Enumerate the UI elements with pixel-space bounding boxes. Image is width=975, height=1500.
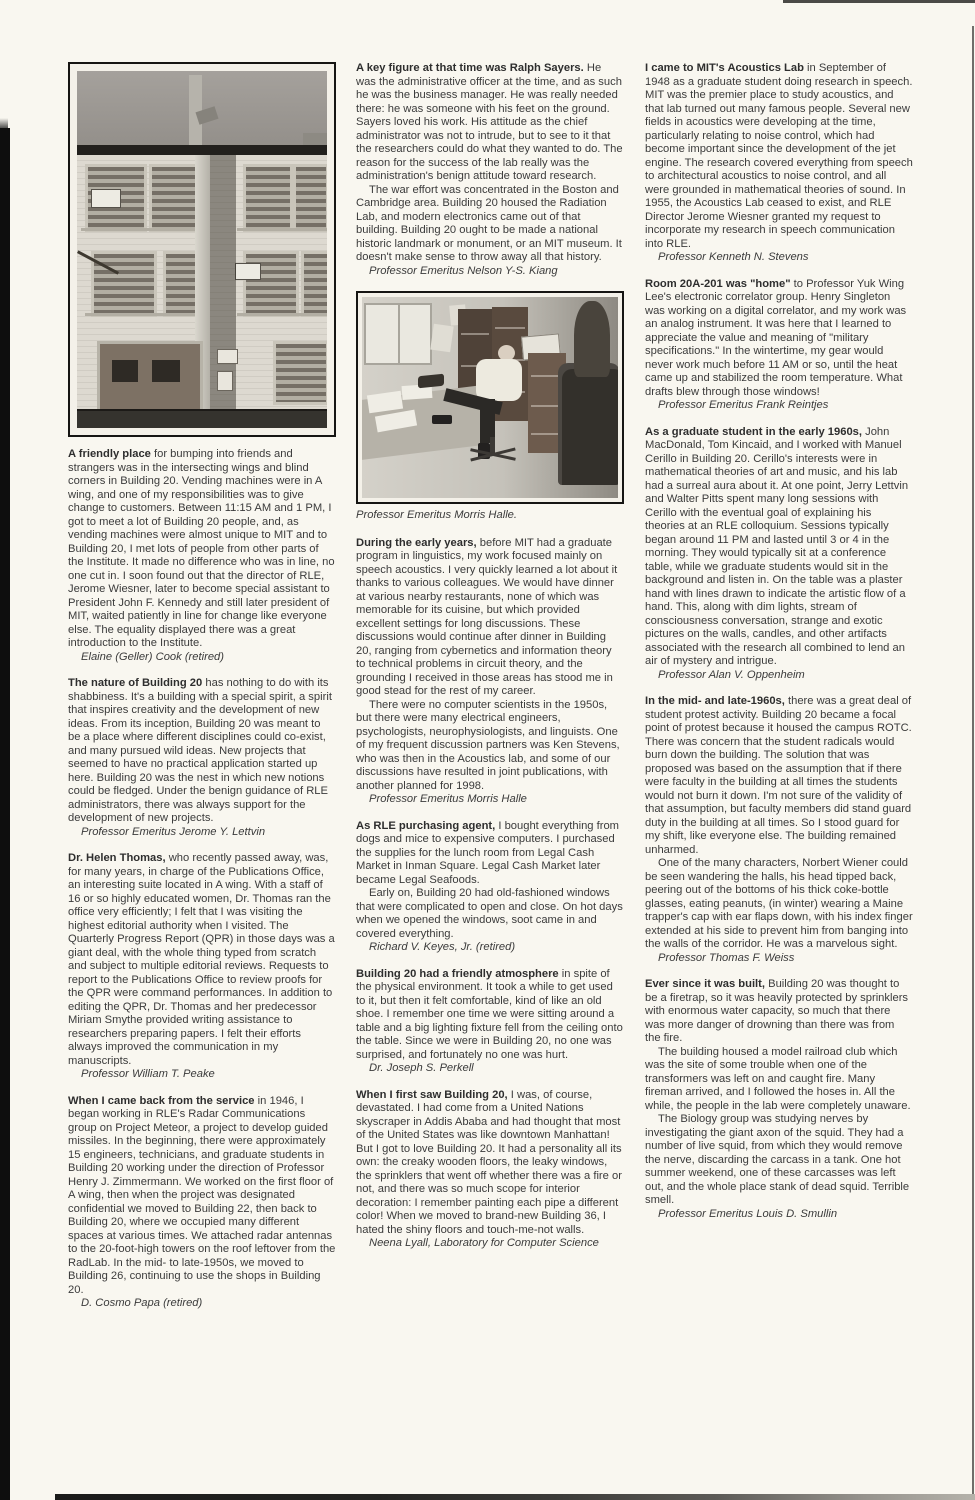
story xyxy=(645,426,913,683)
story-paragraph: When I first saw Building 20, I was, of course, devastated. I had come from a United Nations skyscraper in Addis Ababa and had thought that most of the United States was like downtown Manhattan! But I got to love Building 20. It had a personality all its own: the creaky wooden floors, the leaky windows, the sprinklers that went off whether there was a fire or not, and there was so much scope for interior decoration: I remember painting each pipe a different color! When we moved to brand-new Building 36, I hated the shiny floors and touch-me-not walls. xyxy=(356,1088,622,1236)
story-paragraph: Dr. Helen Thomas, who recently passed away, was, for many years, in charge of the Publications Office, an interesting suite located in A wing. With a staff of 16 or so highly educated women, Dr. Thomas ran the office very efficiently; I felt that I was visiting the highest editorial authority when I visited. The Quarterly Progress Report (QPR) in those days was a giant deal, with the whole thing typed from scratch and subject to multiple editorial reviews. Requests to report to the Publications Office to review proofs for the QPR were command performances. In addition to editing the QPR, Dr. Thomas and her predecessor Miriam Smythe provided writing assistance to researchers preparing papers. I felt their efforts always improved the communication in my manuscripts. xyxy=(68,852,335,1067)
story-lead: The nature of Building 20 xyxy=(68,677,203,689)
story-paragraph: In the mid- and late-1960s, there was a great deal of student protest activity. Building 20 became a focal point of protest because it housed the campus ROTC. There was concern that the student radicals would burn down the building. The solution that was proposed was based on the assumption that if there were faculty in the building at all times the students would not burn it down. I'm not sure of the validity of that assumption, but faculty members did stand guard duty in the building at all times. So I stood guard for my shift, like everyone else. The building remained unharmed. xyxy=(645,695,912,856)
story-signature: Professor Emeritus Nelson Y-S. Kiang xyxy=(369,264,558,277)
story xyxy=(68,448,336,664)
story xyxy=(356,537,624,807)
story-paragraph: The building housed a model railroad club which was the site of some trouble when one of the transformers was left on and caught fire. Many fireman arrived, and I followed the hoses in. All the while, the people in the lab were completely unaware. xyxy=(645,1045,911,1112)
story xyxy=(645,62,913,265)
column-1 xyxy=(68,62,336,1324)
story-paragraph: The war effort was concentrated in the Boston and Cambridge area. Building 20 housed the Radiation Lab, and modern electronics came out of that building. Building 20 ought to be made a national historic landmark or monument, or an MIT museum. It doesn't make sense to throw away all that history. xyxy=(356,183,622,263)
story xyxy=(645,695,913,965)
story-paragraph: Room 20A-201 was "home" to Professor Yuk Wing Lee's electronic correlator group. Henry Singleton was working on a digital correlator, and my work was an analog instrument. It was here that I learned to appreciate the value and meaning of "military specifications." In the wintertime, my gear would never work much before 11 AM or so, until the heat came up and stabilized the room temperature. What drafts blew through those windows! xyxy=(645,277,907,398)
column-3 xyxy=(645,62,913,1234)
story-paragraph: Early on, Building 20 had old-fashioned windows that were complicated to open and close. On hot days when we opened the windows, soot came in and covered everything. xyxy=(356,887,623,940)
story xyxy=(68,1095,336,1311)
story xyxy=(68,852,336,1082)
story-signature: Professor Alan V. Oppenheim xyxy=(658,668,805,681)
story-signature: Professor Emeritus Louis D. Smullin xyxy=(658,1207,838,1220)
story-lead: Dr. Helen Thomas, xyxy=(68,852,166,864)
story-paragraph: A key figure at that time was Ralph Sayers. He was the administrative officer at the time, and as such he was the business manager. He was really needed there: he was someone with his feet on the ground. Sayers loved his work. His attitude as the chief administrator was not to intrude, but to see to it that the researchers could do what they wanted to do. The reason for the success of the lab really was the administration's benign attitude toward research. xyxy=(356,62,623,182)
story-lead: When I first saw Building 20, xyxy=(356,1088,508,1101)
scan-edge-left xyxy=(0,128,10,1500)
story-paragraph: As a graduate student in the early 1960s, John MacDonald, Tom Kincaid, and I worked with Manuel Cerillo in Building 20. Cerillo's interests were in mathematical theories of art and music, and his lab had a surreal aura about it. At one point, Jerry Lettvin and Walter Pitts spent many long sessions with Cerillo with the eventual goal of explaining his theories at an RLE colloquium. Sessions typically began around 11 PM and lasted until 3 or 4 in the morning. They would typically sit at a conference table, while we graduate students would sit in the background and listen in. On the table was a plaster hand with lines drawn to indicate the artistic flow of a hand. This, along with dim lights, stream of consciousness conversation, strange and exotic pictures on the walls, candles, and other artifacts associated with the research all combined to lend an air of mystery and intrigue. xyxy=(645,425,909,667)
story-lead: A friendly place xyxy=(68,448,151,460)
story-paragraph: One of the many characters, Norbert Wiener could be seen wandering the halls, his head tipped back, peering out of the bottoms of his thick coke-bottle glasses, eating peanuts, (in winter) wearing a Maine trapper's cap with ear flaps down, with his index finger extended at his side to prevent him from banging into the walls of the corridor. He was a marvelous sight. xyxy=(645,857,913,950)
story-lead: Room 20A-201 was "home" xyxy=(645,277,791,290)
story-lead: Ever since it was built, xyxy=(645,978,765,990)
story-signature: Neena Lyall, Laboratory for Computer Science xyxy=(369,1237,599,1249)
story-lead: Building 20 had a friendly atmosphere xyxy=(356,967,559,980)
story-signature: Elaine (Geller) Cook (retired) xyxy=(81,650,224,663)
office-scene-illustration xyxy=(362,297,618,498)
photo-caption: Professor Emeritus Morris Halle. xyxy=(356,509,518,521)
morris-halle-office-photo xyxy=(356,291,624,504)
story-lead: During the early years, xyxy=(356,536,477,549)
story-paragraph: Building 20 had a friendly atmosphere in spite of the physical environment. It took a while to get used to it, but then it felt comfortable, kind of like an old shoe. I remember one time we were sitting around a table and a big lighting fixture fell from the ceiling onto the table. Since we were in Building 20, no one was surprised, and fortunately no one was hurt. xyxy=(356,967,623,1061)
story-lead: As RLE purchasing agent, xyxy=(356,819,496,832)
column-2 xyxy=(356,62,624,1264)
story-lead: In the mid- and late-1960s, xyxy=(645,695,785,707)
story-signature: Dr. Joseph S. Perkell xyxy=(369,1062,474,1074)
story xyxy=(356,1089,624,1251)
story-paragraph: A friendly place for bumping into friends and strangers was in the intersecting wings and blind corners in Building 20. Vending machines were in A wing, and one of my responsibilities was to give change to customers. Between 11:15 AM and 1 PM, I got to meet a lot of Building 20 people, and, as vending machines were almost unique to MIT and to Building 20, I met lots of people from other parts of the Institute. It made no difference who was in line, no one cut in. I soon found out that the director of RLE, Jerome Wiesner, later to become special assistant to President John F. Kennedy and still later president of MIT, waited patiently in line for change like everyone else. The equality displayed there was a great introduction to the Institute. xyxy=(68,448,335,649)
scan-edge-bottom xyxy=(55,1494,975,1500)
story-signature: Professor Emeritus Jerome Y. Lettvin xyxy=(81,825,266,838)
scan-edge-right xyxy=(972,26,974,1500)
story-paragraph: I came to MIT's Acoustics Lab in September of 1948 as a graduate student doing research in speech. MIT was the premier place to study acoustics, and that lab turned out many famous people. Several new fields in acoustics were developing at the time, particularly relating to noise control, which had become important since the development of the jet engine. The research covered everything from speech to architectural acoustics to noise control, and all were grounded in mathematical theories of sound. In 1955, the Acoustics Lab ceased to exist, and RLE Director Jerome Wiesner granted my request to incorporate my research in speech communication into RLE. xyxy=(645,62,913,250)
scan-edge-left-tip xyxy=(0,118,8,132)
story-paragraph: There were no computer scientists in the 1950s, but there were many electrical engineers, psychologists, neurophysiologists, and linguists. One of my frequent discussion partners was Ken Stevens, who was then in the Acoustics lab, and some of our discussions have resulted in joint publications, with another planned for 1998. xyxy=(356,698,620,792)
story-paragraph: When I came back from the service in 1946, I began working in RLE's Radar Communications group on Project Meteor, a project to develop guided missiles. In the beginning, there were approximately 15 engineers, technicians, and graduate students in Building 20 working under the direction of Professor Henry J. Zimmermann. We worked on the first floor of A wing, then when the project was designated confidential we moved to Building 22, then back to Building 20, where we occupied many different spaces at various times. We attached radar antennas to the 20-foot-high towers on the roof leftover from the RadLab. In the mid- to late-1950s, we moved to Building 26, continuing to use the shops in Building 20. xyxy=(68,1094,336,1296)
story xyxy=(645,978,913,1221)
story-signature: Professor Kenneth N. Stevens xyxy=(658,251,809,263)
building20-facade-photo xyxy=(68,62,336,437)
story xyxy=(356,62,624,278)
story-signature: Professor Thomas F. Weiss xyxy=(658,951,795,964)
story-lead: A key figure at that time was Ralph Sayers. xyxy=(356,62,584,74)
story-signature: Richard V. Keyes, Jr. (retired) xyxy=(369,941,516,953)
story-paragraph: During the early years, before MIT had a graduate program in linguistics, my work focused mainly on speech acoustics. I very quickly learned a lot about it thanks to various colleagues. We would have dinner at various nearby restaurants, none of which was memorable for its cuisine, but which provided excellent settings for long discussions. These discussions would continue after dinner in Building 20, ranging from cybernetics and information theory to technical problems in circuit theory, and the grounding I received in those areas has stood me in good stead for the rest of my career. xyxy=(356,536,618,697)
story-lead: When I came back from the service xyxy=(68,1094,255,1107)
story-signature: Professor William T. Peake xyxy=(81,1068,215,1080)
story xyxy=(356,820,624,955)
story-signature: Professor Emeritus Morris Halle xyxy=(369,793,527,805)
story xyxy=(68,677,336,839)
story-signature: Professor Emeritus Frank Reintjes xyxy=(658,399,829,411)
story-paragraph: As RLE purchasing agent, I bought everything from dogs and mice to expensive computers. I purchased the supplies for the lunch room from Legal Cash Market in Inman Square. Legal Cash Market later became Legal Seafoods. xyxy=(356,819,620,886)
building20-facade-illustration xyxy=(77,71,327,428)
story-signature: D. Cosmo Papa (retired) xyxy=(81,1297,203,1309)
scan-edge-top xyxy=(783,0,975,3)
story-paragraph: The nature of Building 20 has nothing to do with its shabbiness. It's a building with a special spirit, a spirit that inspires creativity and the development of new ideas. From its inception, Building 20 was meant to be a place where different disciplines could co-exist, and many pursued wild ideas. New projects that seemed to have no practical application started up here. Building 20 was the nest in which new notions could be fledged. Under the benign guidance of RLE administrators, there was always support for the development of new projects. xyxy=(68,677,332,824)
story-lead: As a graduate student in the early 1960s, xyxy=(645,425,862,438)
story xyxy=(645,278,913,413)
story xyxy=(356,968,624,1076)
story-paragraph: Ever since it was built, Building 20 was thought to be a firetrap, so it was heavily protected by sprinklers with enormous water capacity, so much that there was more danger of drowning than there was from the fire. xyxy=(645,978,909,1044)
story-paragraph: The Biology group was studying nerves by investigating the giant axon of the squid. They had a number of live squid, from which they would remove the nerve, discarding the carcass in a tank. One hot summer weekend, one of these carcasses was left out, and the whole place stank of dead squid. Terrible smell. xyxy=(645,1113,910,1206)
story-lead: I came to MIT's Acoustics Lab xyxy=(645,62,804,74)
